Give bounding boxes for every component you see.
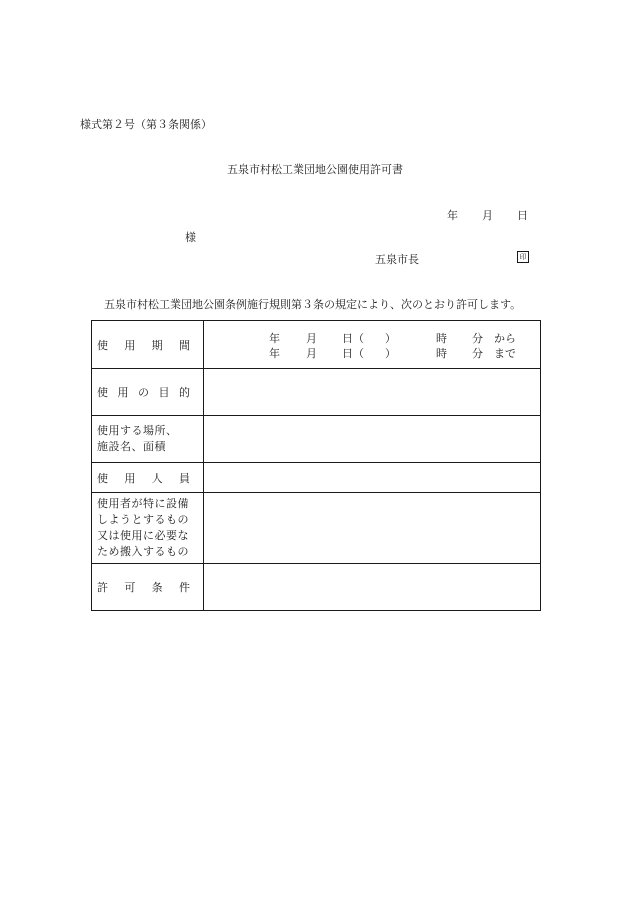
end-paren: ） <box>385 346 396 360</box>
addressee-suffix: 様 <box>185 231 196 244</box>
label-conditions <box>92 564 204 611</box>
label-char: 人 <box>151 471 163 485</box>
table-row-place <box>92 416 541 463</box>
label-char: 条 <box>151 581 163 594</box>
value-purpose[interactable] <box>204 369 541 416</box>
seal-mark: 印 <box>517 251 529 263</box>
permit-table <box>91 320 541 611</box>
document-title: 五泉市村松工業団地公園使用許可書 <box>227 163 403 176</box>
label-char: 員 <box>178 471 190 485</box>
date-year-label: 年 <box>447 209 458 222</box>
intro-text: 五泉市村松工業団地公園条例施行規則第３条の規定により、次のとおり許可します。 <box>104 298 522 311</box>
start-day: 日（ <box>342 331 364 345</box>
table-row-equipment <box>92 493 541 564</box>
label-line: しようとするもの <box>97 513 189 526</box>
label-period <box>92 321 204 369</box>
label-line: ため搬入するもの <box>97 545 189 558</box>
table-row-purpose <box>92 369 541 416</box>
label-char: 期 <box>151 338 163 352</box>
end-hour: 時 <box>436 346 447 360</box>
start-suffix: から <box>494 331 516 345</box>
start-paren: ） <box>385 331 396 345</box>
end-minute: 分 <box>472 346 483 360</box>
label-char: 用 <box>124 471 136 485</box>
label-char: 使 <box>97 471 108 485</box>
label-char: 許 <box>97 581 108 594</box>
value-equipment[interactable] <box>204 493 541 564</box>
start-year: 年 <box>269 331 280 345</box>
label-char: 目 <box>158 386 170 399</box>
label-people <box>92 463 204 493</box>
label-line: 施設名、面積 <box>97 440 166 453</box>
end-suffix: まで <box>494 346 516 360</box>
label-place <box>92 416 204 463</box>
end-year: 年 <box>269 346 280 360</box>
label-char: 可 <box>124 581 136 594</box>
value-people[interactable] <box>204 463 541 493</box>
label-char: 間 <box>178 338 190 352</box>
value-place[interactable] <box>204 416 541 463</box>
table-row-period <box>92 321 541 369</box>
label-line: 使用する場所、 <box>97 424 178 437</box>
label-char: 使 <box>97 338 108 352</box>
end-month: 月 <box>306 346 317 360</box>
label-char: 的 <box>179 386 190 399</box>
label-purpose <box>92 369 204 416</box>
label-char: 使 <box>97 386 108 399</box>
label-line: 使用者が特に設備 <box>97 497 189 510</box>
start-minute: 分 <box>472 331 483 345</box>
value-conditions[interactable] <box>204 564 541 611</box>
date-day-label: 日 <box>517 209 528 222</box>
date-month-label: 月 <box>482 209 493 222</box>
issuer-name: 五泉市長 <box>375 253 419 266</box>
label-char: 件 <box>178 581 190 594</box>
label-equipment <box>92 493 204 564</box>
label-line: 又は使用に必要な <box>97 529 189 542</box>
table-row-people <box>92 463 541 493</box>
period-end-line <box>204 345 540 360</box>
start-month: 月 <box>306 331 317 345</box>
end-day: 日（ <box>342 346 364 360</box>
label-char: 用 <box>117 386 129 399</box>
start-hour: 時 <box>436 331 447 345</box>
period-start-line <box>204 330 540 345</box>
value-period[interactable] <box>204 321 541 369</box>
form-number: 様式第２号（第３条関係） <box>80 118 212 131</box>
label-char: の <box>138 386 149 399</box>
label-char: 用 <box>124 338 136 352</box>
table-row-conditions <box>92 564 541 611</box>
